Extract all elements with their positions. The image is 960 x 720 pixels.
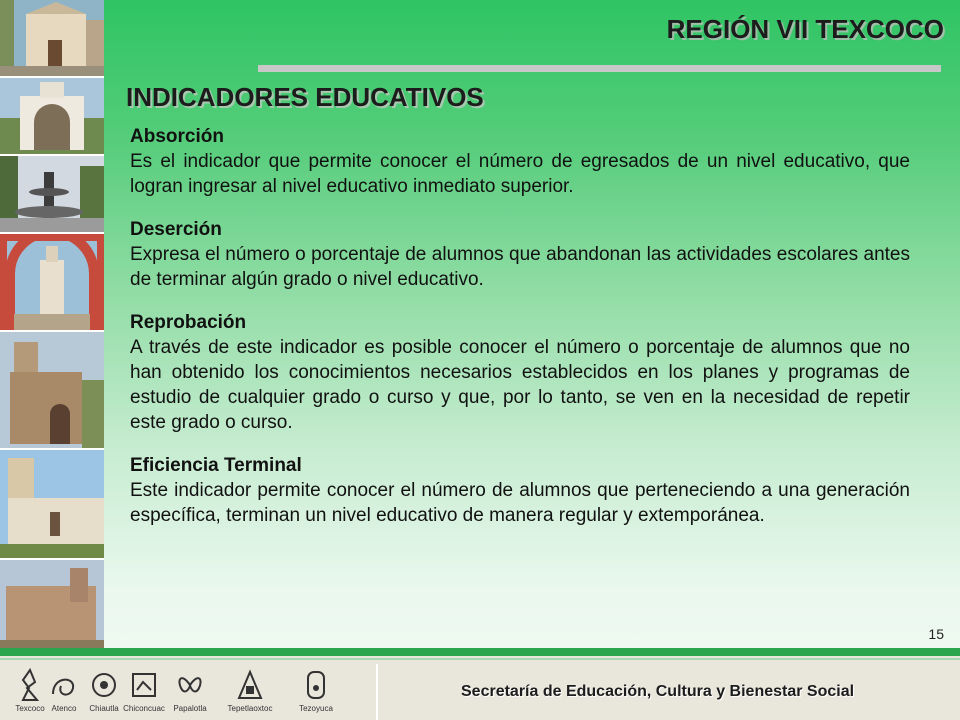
footer-separator: [376, 664, 378, 720]
tezoyuca-glyph-icon: [301, 668, 331, 702]
indicator-eficiencia-terminal: [130, 453, 910, 528]
stone-church-photo: [0, 332, 104, 450]
municipality-papalotla: [166, 664, 214, 713]
municipality-label: Tezoyuca: [299, 704, 333, 713]
footer-divider-secondary: [0, 658, 960, 660]
church-facade-photo: [0, 0, 104, 78]
indicator-desercion: [130, 217, 910, 292]
title-divider: [258, 65, 941, 72]
ruins-photo: [0, 560, 104, 652]
indicator-definition: Expresa el número o porcentaje de alumnos que abandonan las actividades escolares antes de terminar algún grado o nivel educativo.: [130, 244, 910, 290]
municipality-label: Papalotla: [173, 704, 207, 713]
municipality-label: Atenco: [51, 704, 77, 713]
municipality-chiconcuac: [120, 664, 168, 713]
municipality-tepetlaoxtoc: [226, 664, 274, 713]
indicator-term: Reprobación: [130, 312, 247, 333]
indicator-reprobacion: [130, 310, 910, 435]
municipality-glyphs: [0, 664, 376, 720]
municipality-label: Chiautla: [89, 704, 119, 713]
indicator-absorcion: [130, 124, 910, 199]
white-arch-photo: [0, 78, 104, 156]
bell-tower-photo: [0, 450, 104, 560]
indicator-definition: Es el indicador que permite conocer el número de egresados de un nivel educativo, que logran ingresar al nivel educativo inmediato superior.: [130, 151, 910, 197]
indicator-term: Deserción: [130, 219, 222, 240]
atenco-glyph-icon: [49, 668, 79, 702]
section-title: INDICADORES EDUCATIVOS: [126, 82, 484, 112]
indicator-term: Eficiencia Terminal: [130, 455, 302, 476]
fountain-photo: [0, 156, 104, 234]
red-arch-church-photo: [0, 234, 104, 332]
indicator-definition: Este indicador permite conocer el número de alumnos que perteneciendo a una generación específica, terminan un nivel educativo de manera regular y extemporánea.: [130, 480, 910, 526]
secretaria-label: Secretaría de Educación, Cultura y Bienestar Social: [461, 683, 855, 700]
tepetlaoxtoc-glyph-icon: [235, 668, 265, 702]
municipality-label: Texcoco: [15, 704, 45, 713]
photo-strip: [0, 0, 104, 652]
indicator-definition: A través de este indicador es posible conocer el número o porcentaje de alumnos que no han obtenido los conocimientos necesarios establecidos en los planes y programas de estudio de cualquier grado o curso y que, por lo tanto, se ven en la necesidad de repetir este grado o curso.: [130, 337, 910, 433]
page-number: 15: [928, 626, 944, 642]
chiconcuac-glyph-icon: [129, 668, 159, 702]
papalotla-glyph-icon: [175, 668, 205, 702]
municipality-label: Tepetlaoxtoc: [227, 704, 273, 713]
indicators-content: [130, 124, 910, 546]
region-title: REGIÓN VII TEXCOCO: [666, 14, 944, 44]
footer-divider: [0, 648, 960, 656]
municipality-tezoyuca: [292, 664, 340, 713]
indicator-term: Absorción: [130, 126, 224, 147]
chiautla-glyph-icon: [89, 668, 119, 702]
municipality-label: Chiconcuac: [123, 704, 165, 713]
